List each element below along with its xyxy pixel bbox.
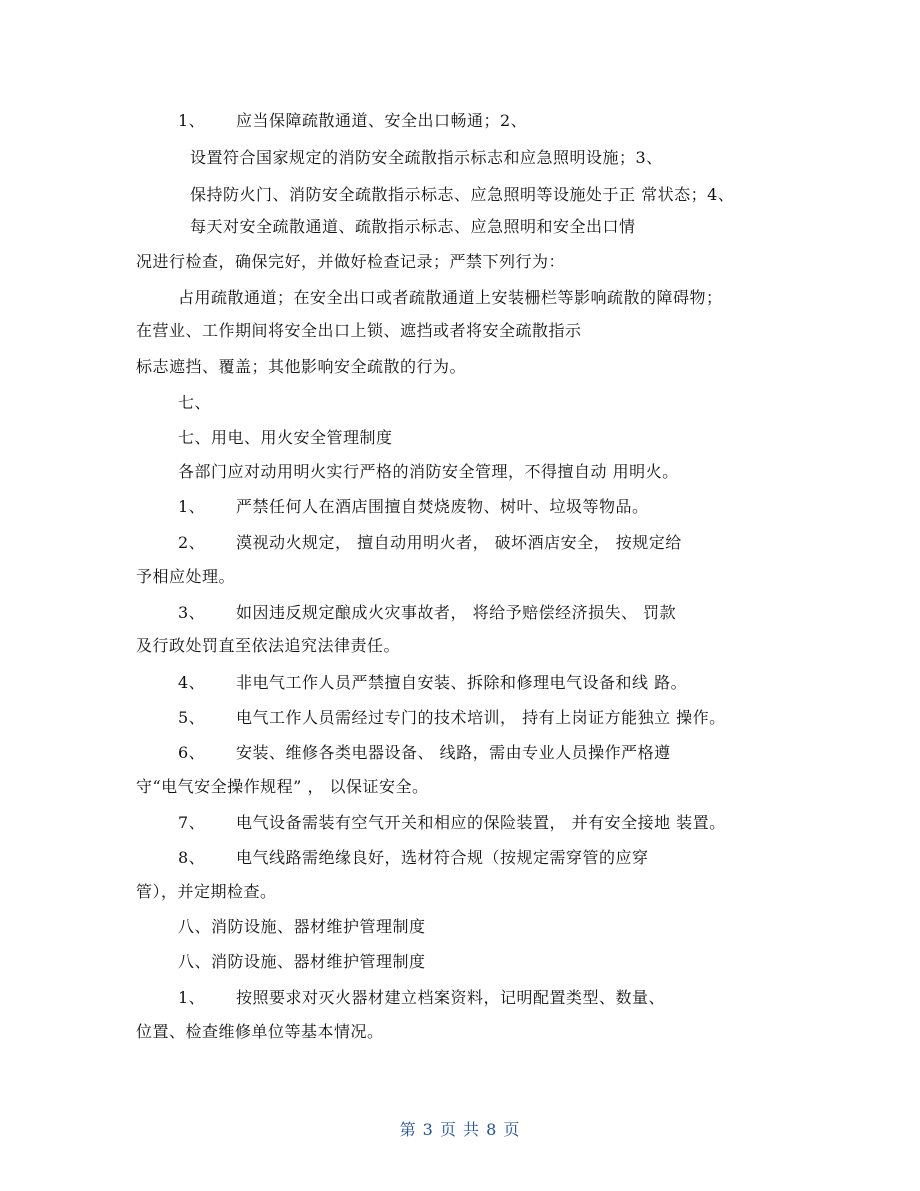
item-text: 电气工作人员需经过专门的技术培训， 持有上岗证方能独立 操作。: [236, 708, 726, 727]
item-text: 电气线路需绝缘良好，选材符合规（按规定需穿管的应穿: [236, 848, 649, 867]
text-line: [178, 497, 649, 517]
item-text: 电气设备需装有空气开关和相应的保险装置， 并有安全接地 装置。: [236, 813, 726, 832]
item-text: 严禁任何人在酒店围擅自焚烧废物、树叶、垃圾等物品。: [236, 497, 649, 516]
item-number: 6、: [178, 743, 206, 762]
section-heading: 八、消防设施、器材维护管理制度: [178, 917, 426, 936]
text-line: 每天对安全疏散通道、疏散指示标志、应急照明和安全出口情: [190, 217, 636, 236]
item-number: 2、: [178, 533, 206, 552]
text-line: 位置、检查维修单位等基本情况。: [136, 1022, 384, 1041]
item-number: 1、: [178, 497, 206, 516]
item-text: 安装、维修各类电器设备、 线路，需由专业人员操作严格遵: [236, 743, 671, 762]
item-text: 按照要求对灭火器材建立档案资料，记明配置类型、数量、: [236, 988, 666, 1007]
text-line: 守“电气安全操作规程” ， 以保证安全。: [136, 777, 429, 796]
text-line: 占用疏散通道；在安全出口或者疏散通道上安装栅栏等影响疏散的障碍物；: [178, 288, 723, 307]
section-heading: 八、消防设施、器材维护管理制度: [178, 952, 426, 971]
item-number: 1、: [178, 988, 206, 1007]
item-text: 非电气工作人员严禁擅自安装、拆除和修理电气设备和线 路。: [236, 673, 688, 692]
text-line: 设置符合国家规定的消防安全疏散指示标志和应急照明设施；3、: [190, 148, 663, 167]
text-line: 及行政处罚直至依法追究法律责任。: [136, 636, 401, 655]
section-heading: 七、用电、用火安全管理制度: [178, 428, 393, 447]
section-marker: 七、: [178, 393, 212, 412]
text-line: 在营业、工作期间将安全出口上锁、遮挡或者将安全疏散指示: [136, 321, 582, 340]
text-line: 管），并定期检查。: [136, 882, 277, 901]
text-line: 标志遮挡、覆盖；其他影响安全疏散的行为。: [136, 357, 467, 376]
item-number: 4、: [178, 673, 206, 692]
item-number: 8、: [178, 848, 206, 867]
text-line: 保持防火门、消防安全疏散指示标志、应急照明等设施处于正 常状态；4、: [190, 185, 735, 204]
text-line: [178, 708, 726, 728]
item-text: 应当保障疏散通道、安全出口畅通；2、: [236, 111, 528, 130]
page-footer: 第 3 页 共 8 页: [399, 1120, 521, 1139]
item-text: 如因违反规定酿成火灾事故者， 将给予赔偿经济损失、 罚款: [236, 603, 677, 622]
text-line: [178, 813, 726, 833]
item-number: 5、: [178, 708, 206, 727]
text-line: 各部门应对动用明火实行严格的消防安全管理，不得擅自动 用明火。: [178, 462, 679, 481]
item-number: 3、: [178, 603, 206, 622]
text-line: [178, 848, 649, 868]
text-line: [178, 743, 671, 763]
item-text: 漠视动火规定， 擅自动用明火者， 破坏酒店安全， 按规定给: [236, 533, 682, 552]
text-line: [178, 533, 682, 553]
text-line: [178, 603, 676, 623]
text-line: [178, 111, 527, 131]
text-line: [178, 988, 665, 1008]
text-line: 予相应处理。: [136, 567, 236, 586]
text-line: [178, 673, 687, 693]
text-line: 况进行检查，确保完好，并做好检查记录；严禁下列行为：: [136, 252, 566, 271]
item-number: 1、: [178, 111, 206, 130]
item-number: 7、: [178, 813, 206, 832]
